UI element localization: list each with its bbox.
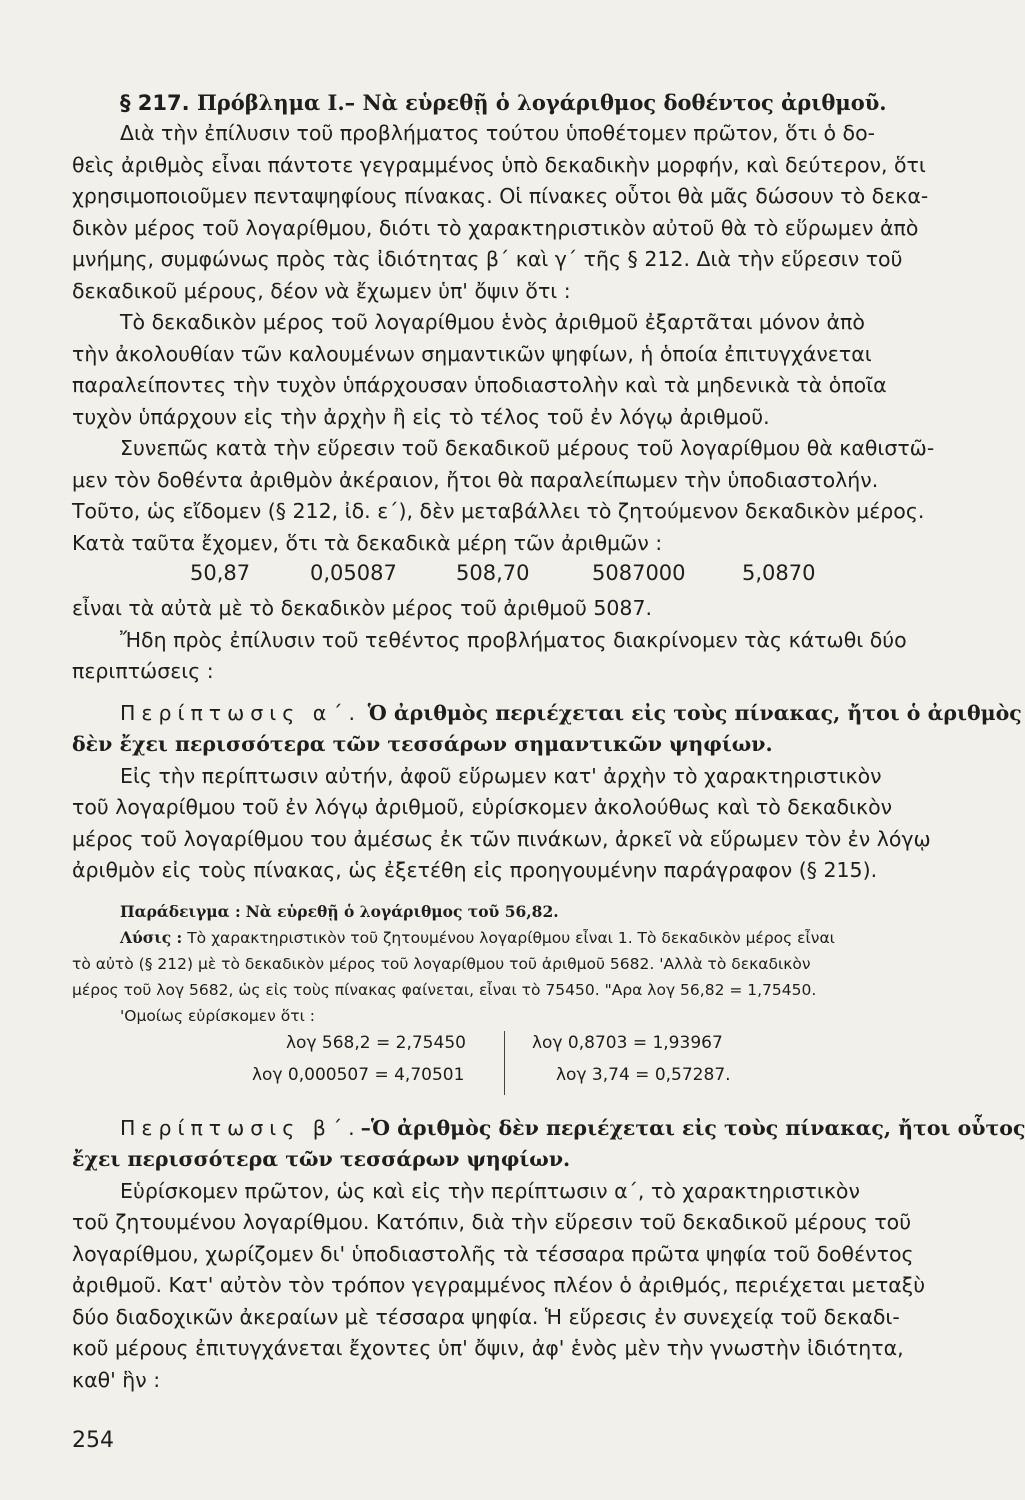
text-line: μνήμης, συμφώνως πρὸς τὰς ἰδιότητας β΄ καὶ γ΄ τῆς § 212. Διὰ τὴν εὕρεσιν τοῦ <box>72 247 903 271</box>
example-line <box>120 925 940 951</box>
case-a-heading <box>72 698 1022 730</box>
section-number: § 217. <box>120 91 190 115</box>
text-line: ἀριθμὸν εἰς τοὺς πίνακας, ὡς ἐξετέθη εἰς προηγουμένην παράγραφον (§ 215). <box>72 858 878 882</box>
paragraph-intro <box>72 118 940 307</box>
text-line: Διὰ τὴν ἐπίλυσιν τοῦ προβλήματος τούτου ὑποθέτομεν πρῶτον, ὅτι ὁ δο- <box>120 121 876 145</box>
paragraph-consequence <box>72 433 940 559</box>
text-line: δύο διαδοχικῶν ἀκεραίων μὲ τέσσαρα ψηφία. Ἡ εὕρεσις ἐν συνεχείᾳ τοῦ δεκαδι- <box>72 1304 900 1329</box>
paragraph-rule <box>72 307 940 433</box>
number-example: 50,87 <box>190 561 251 585</box>
number-example: 5087000 <box>592 561 686 585</box>
example-line: 'Ομοίως εὑρίσκομεν ὅτι : <box>120 1006 315 1025</box>
number-example: 0,05087 <box>310 561 397 585</box>
number-examples-row <box>72 559 940 593</box>
text-line: λογαρίθμου, χωρίζομεν δι' ὑποδιαστολῆς τὰ τέσσαρα πρῶτα ψηφία τοῦ δοθέντος <box>72 1241 914 1266</box>
example-block <box>72 899 940 1099</box>
example-task: Νὰ εὑρεθῇ ὁ λογάριθμος τοῦ 56,82. <box>245 901 559 921</box>
text-line: Κατὰ ταῦτα ἔχομεν, ὅτι τὰ δεκαδικὰ μέρη τῶν ἀριθμῶν : <box>72 530 663 555</box>
text-line: Εἰς τὴν περίπτωσιν αὐτήν, ἀφοῦ εὕρωμεν κατ' ἀρχὴν τὸ χαρακτηριστικὸν <box>120 763 882 788</box>
text-line: μεν τὸν δοθέντα ἀριθμὸν ἀκέραιον, ἤτοι θὰ παραλείπωμεν τὴν ὑποδιαστολήν. <box>72 467 879 492</box>
text-line: κοῦ μέρους ἐπιτυγχάνεται ἔχοντες ὑπ' ὄψιν, ἀφ' ἑνὸς μὲν τὴν γνωστὴν ἰδιότητα, <box>72 1336 904 1360</box>
solution-text: Τὸ χαρακτηριστικὸν τοῦ ζητουμένου λογαρίθμου εἶναι 1. Τὸ δεκαδικὸν μέρος εἶναι <box>187 928 835 947</box>
text-line: δεκαδικοῦ μέρους, δέον νὰ ἔχωμεν ὑπ' ὄψιν ὅτι : <box>72 278 571 303</box>
case-a <box>72 698 1022 887</box>
text-line: Τοῦτο, ὡς εἴδομεν (§ 212, ἰδ. ε΄), δὲν μεταβάλλει τὸ ζητούμενον δεκαδικὸν μέρος. <box>72 499 925 523</box>
number-example: 508,70 <box>456 561 530 585</box>
problem-statement: – Νὰ εὑρεθῇ ὁ λογάριθμος δοθέντος ἀριθμοῦ. <box>344 90 887 115</box>
column-divider <box>504 1031 505 1095</box>
text-line: τοῦ λογαρίθμου τοῦ ἐν λόγῳ ἀριθμοῦ, εὑρίσκομεν ἀκολούθως καὶ τὸ δεκαδικὸν <box>72 795 893 819</box>
text-line: περιπτώσεις : <box>72 659 214 683</box>
solution-label: Λύσις : <box>120 927 183 947</box>
text-line: ἀριθμοῦ. Κατ' αὐτὸν τὸν τρόπον γεγραμμένος πλέον ὁ ἀριθμός, περιέχεται μεταξὺ <box>72 1273 926 1297</box>
example-line: μέρος τοῦ λογ 5682, ὡς εἰς τοὺς πίνακας φαίνεται, εἶναι τὸ 75450. "Αρα λογ 56,82 = 1,75450. <box>72 980 817 999</box>
example-label: Παράδειγμα : <box>120 901 241 921</box>
text-line: μέρος τοῦ λογαρίθμου του ἀμέσως ἐκ τῶν πινάκων, ἀρκεῖ νὰ εὕρωμεν τὸν ἐν λόγῳ <box>72 826 931 851</box>
section-heading <box>120 88 940 118</box>
text-line: Τὸ δεκαδικὸν μέρος τοῦ λογαρίθμου ἑνὸς ἀριθμοῦ ἐξαρτᾶται μόνον ἀπὸ <box>120 310 865 334</box>
text-line: καθ' ἣν : <box>72 1367 161 1392</box>
case-b-heading <box>72 1113 1025 1145</box>
text-line: χρησιμοποιοῦμεν πενταψηφίους πίνακας. Οἱ πίνακες οὗτοι θὰ μᾶς δώσουν τὸ δεκα- <box>72 184 929 208</box>
problem-title: Πρόβλημα Ι. <box>196 90 345 115</box>
text-line: Εὑρίσκομεν πρῶτον, ὡς καὶ εἰς τὴν περίπτωσιν α΄, τὸ χαρακτηριστικὸν <box>120 1178 860 1203</box>
text-line: παραλείποντες τὴν τυχὸν ὑπάρχουσαν ὑποδιαστολὴν καὶ τὰ μηδενικὰ τὰ ὁποῖα <box>72 373 887 397</box>
result-entry: λογ 0,8703 = 1,93967 <box>532 1032 723 1053</box>
text-line: τοῦ ζητουμένου λογαρίθμου. Κατόπιν, διὰ τὴν εὕρεσιν τοῦ δεκαδικοῦ μέρους τοῦ <box>72 1210 912 1234</box>
text-line: Συνεπῶς κατὰ τὴν εὕρεσιν τοῦ δεκαδικοῦ μέρους τοῦ λογαρίθμου θὰ καθιστῶ- <box>120 436 935 460</box>
text-line: τὴν ἀκολουθίαν τῶν καλουμένων σημαντικῶν ψηφίων, ἡ ὁποία ἐπιτυγχάνεται <box>72 341 872 366</box>
example-heading <box>120 899 940 925</box>
case-b-statement: –Ὁ ἀριθμὸς δὲν περιέχεται εἰς τοὺς πίνακας, ἤτοι οὗτος <box>360 1115 1025 1140</box>
case-b-label: Περίπτωσις β΄. <box>120 1115 361 1140</box>
page-number: 254 <box>72 1428 114 1453</box>
number-example: 5,0870 <box>742 561 816 585</box>
case-a-label: Περίπτωσις α΄. <box>120 700 362 725</box>
result-entry: λογ 3,74 = 0,57287. <box>556 1064 731 1085</box>
case-a-statement: Ὁ ἀριθμὸς περιέχεται εἰς τοὺς πίνακας, ἤτοι ὁ ἀριθμὸς <box>367 700 1022 725</box>
text-line: Ἤδη πρὸς ἐπίλυσιν τοῦ τεθέντος προβλήματος διακρίνομεν τὰς κάτωθι δύο <box>120 627 907 652</box>
text-line: δικὸν μέρος τοῦ λογαρίθμου, διότι τὸ χαρακτηριστικὸν αὐτοῦ θὰ τὸ εὕρωμεν ἀπὸ <box>72 215 919 240</box>
case-b <box>72 1113 1025 1397</box>
case-b-statement-cont: ἔχει περισσότερα τῶν τεσσάρων ψηφίων. <box>72 1147 571 1171</box>
text-line: θεὶς ἀριθμὸς εἶναι πάντοτε γεγραμμένος ὑπὸ δεκαδικὴν μορφήν, καὶ δεύτερον, ὅτι <box>72 152 926 177</box>
text-line: εἶναι τὰ αὐτὰ μὲ τὸ δεκαδικὸν μέρος τοῦ ἀριθμοῦ 5087. <box>72 596 653 620</box>
case-a-statement-cont: δὲν ἔχει περισσότερα τῶν τεσσάρων σημαντικῶν ψηφίων. <box>72 732 773 756</box>
result-entry: λογ 568,2 = 2,75450 <box>286 1032 466 1053</box>
example-line: τὸ αὐτὸ (§ 212) μὲ τὸ δεκαδικὸν μέρος τοῦ λογαρίθμου τοῦ ἀριθμοῦ 5682. 'Αλλὰ τὸ δεκαδικὸν <box>72 954 811 973</box>
result-entry: λογ 0,000507 = 4,70501 <box>252 1064 465 1085</box>
page-body <box>72 88 1025 1396</box>
results-table <box>72 1029 940 1099</box>
text-line: τυχὸν ὑπάρχουν εἰς τὴν ἀρχὴν ἢ εἰς τὸ τέλος τοῦ ἐν λόγῳ ἀριθμοῦ. <box>72 404 770 429</box>
